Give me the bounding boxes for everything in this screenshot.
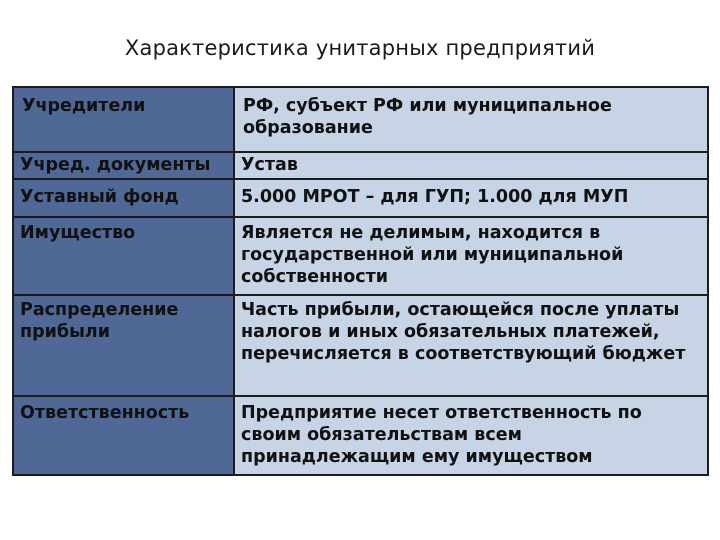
table-row-property xyxy=(13,217,708,295)
row-value: Часть прибыли, остающейся после уплаты налогов и иных обязательных платежей, перечисляется в соответствующий бюджет xyxy=(234,295,708,396)
row-label: Распределение прибыли xyxy=(13,295,234,396)
row-label: Учред. документы xyxy=(13,152,234,179)
row-label: Учредители xyxy=(13,87,234,152)
table-row-founders xyxy=(13,87,708,152)
row-label: Уставный фонд xyxy=(13,179,234,217)
row-value: Устав xyxy=(234,152,708,179)
row-label: Ответственность xyxy=(13,396,234,475)
characteristics-table xyxy=(12,86,709,476)
slide-title: Характеристика унитарных предприятий xyxy=(124,36,596,60)
table-row-profit-distribution xyxy=(13,295,708,396)
table-row-documents xyxy=(13,152,708,179)
table-row-charter-fund xyxy=(13,179,708,217)
table-row-liability xyxy=(13,396,708,475)
row-value: РФ, субъект РФ или муниципальное образование xyxy=(234,87,708,152)
row-label: Имущество xyxy=(13,217,234,295)
row-value: 5.000 МРОТ – для ГУП; 1.000 для МУП xyxy=(234,179,708,217)
row-value: Предприятие несет ответственность по своим обязательствам всем принадлежащим ему имуществом xyxy=(234,396,708,475)
row-value: Является не делимым, находится в государственной или муниципальной собственности xyxy=(234,217,708,295)
